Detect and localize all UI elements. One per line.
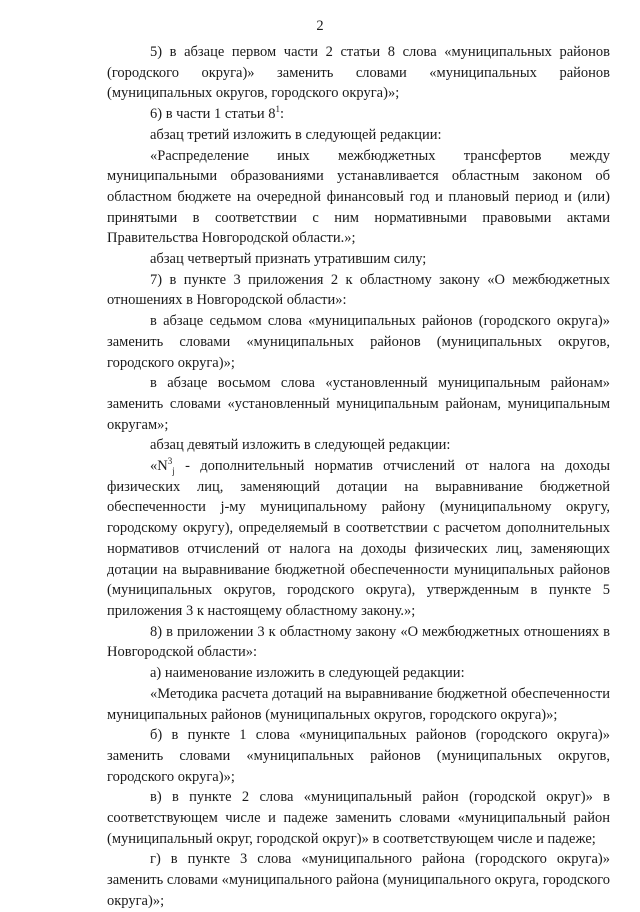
page-number: 2 xyxy=(316,18,324,34)
paragraph-quote-methodology: «Методика расчета дотаций на выравнивание бюджетной обеспеченности муниципальных районов (муниципальных округов, городского округа)»; xyxy=(107,685,610,723)
formula-description: - дополнительный норматив отчислений от налога на доходы физических лиц, заменяющий дотации на выравнивание бюджетной обеспеченности j-му муниципальному району (муниципальному округу, городскому округу), определяемый в соответствии с расчетом дополнительных нормативов отчислений от налога на доходы физических лиц, заменяющих дотации на выравнивание бюджетной обеспеченности муниципальных районов (муниципальных округов, городского округа), утвержденным в пункте 5 приложения 3 к настоящему областному закону.»; xyxy=(107,458,610,619)
formula-symbol: «N xyxy=(150,458,168,475)
paragraph-abzac-8: в абзаце восьмом слова «установленный муниципальным районам» заменить словами «установленный муниципальным районам, муниципальным округам»; xyxy=(107,375,610,433)
paragraph-6-colon: : xyxy=(280,106,285,123)
paragraph-8b: б) в пункте 1 слова «муниципальных районов (городского округа)» заменить словами «муниципальных районов (муниципальных округов, городского округа)»; xyxy=(107,727,610,785)
paragraph-7: 7) в пункте 3 приложения 2 к областному закону «О межбюджетных отношениях в Новгородской области»: xyxy=(107,271,610,309)
paragraph-8v: в) в пункте 2 слова «муниципальный район (городской округ)» в соответствующем числе и падеже заменить словами «муниципальный район (муниципальный округ, городской округ)» в соответствующем числе и падеже; xyxy=(107,789,610,847)
paragraph-formula-n3j xyxy=(107,456,610,622)
paragraph-abzac-4: абзац четвертый признать утратившим силу; xyxy=(150,251,427,268)
paragraph-8a: а) наименование изложить в следующей редакции: xyxy=(150,665,465,682)
paragraph-abzac-9: абзац девятый изложить в следующей редакции: xyxy=(150,437,451,454)
paragraph-abzac-7: в абзаце седьмом слова «муниципальных районов (городского округа)» заменить словами «муниципальных районов (муниципальных округов, городского округа)»; xyxy=(107,313,610,371)
paragraph-6 xyxy=(107,104,610,125)
formula-subscript: j xyxy=(172,465,175,476)
paragraph-8g: г) в пункте 3 слова «муниципального района (городского округа)» заменить словами «муниципального района (муниципального округа, городского округа)»; xyxy=(107,851,610,909)
paragraph-5: 5) в абзаце первом части 2 статьи 8 слова «муниципальных районов (городского округа)» заменить словами «муниципальных районов (муниципальных округов, городского округа)»; xyxy=(107,44,610,102)
paragraph-quote-distribution: «Распределение иных межбюджетных трансфертов между муниципальными образованиями устанавливается областным законом об областном бюджете на очередной финансовый год и плановый период и (или) принятыми в соответствии с ним нормативными правовыми актами Правительства Новгородской области.»; xyxy=(107,147,610,247)
paragraph-6-text: 6) в части 1 статьи 8 xyxy=(150,106,276,123)
paragraph-8: 8) в приложении 3 к областному закону «О межбюджетных отношениях в Новгородской области»: xyxy=(107,623,610,661)
formula-superscript: 3 xyxy=(167,456,173,467)
document-body xyxy=(107,42,610,912)
article-superscript: 1 xyxy=(275,104,281,115)
paragraph-abzac-3: абзац третий изложить в следующей редакции: xyxy=(150,126,442,143)
